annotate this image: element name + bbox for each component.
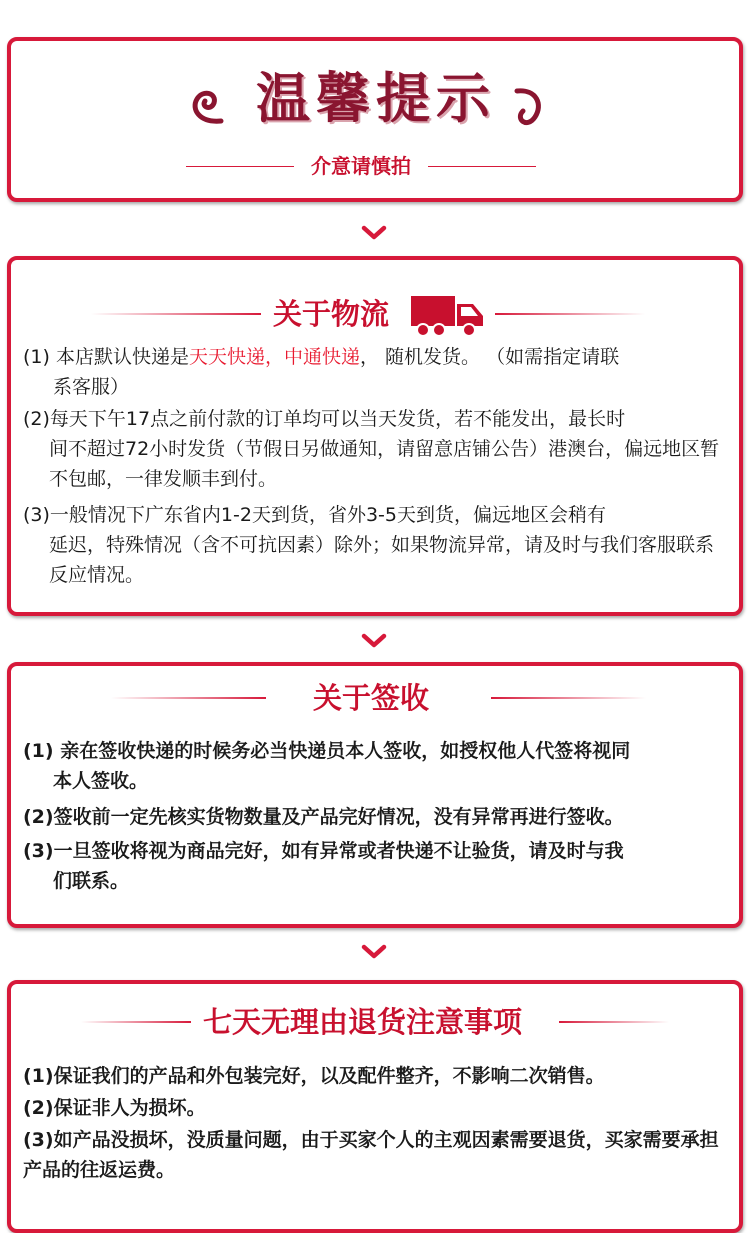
- sign-item-3-cont: 们联系。: [53, 870, 130, 892]
- right-flourish-icon: [511, 61, 551, 151]
- sign-item-3: [23, 836, 731, 896]
- logistics-item-3-line1: (3)一般情况下广东省内1-2天到货，省外3-5天到货，偏远地区会稍有: [23, 504, 606, 526]
- sign-item-3-line1: (3)一旦签收将视为商品完好，如有异常或者快递不让验货，请及时与我: [23, 840, 624, 862]
- heading-rule-left: [91, 313, 261, 315]
- heading-rule-right: [491, 697, 646, 699]
- logistics-heading: [11, 294, 739, 334]
- returns-item-3: (3)如产品没损坏，没质量问题，由于买家个人的主观因素需要退货，买家需要承担产品的往返运费。: [23, 1129, 719, 1181]
- header-card: [7, 37, 743, 202]
- logistics-item-1-cont: 系客服）: [53, 376, 130, 398]
- chevron-down-icon: [361, 944, 387, 960]
- heading-rule-left: [81, 1021, 191, 1023]
- subtitle-left-line: [186, 166, 294, 167]
- heading-rule-left: [111, 697, 266, 699]
- chevron-down-icon: [361, 225, 387, 241]
- header-title: 温馨提示: [256, 66, 496, 130]
- chevron-down-icon: [361, 633, 387, 649]
- returns-card: [7, 980, 743, 1233]
- sign-item-2: (2)签收前一定先核实货物数量及产品完好情况，没有异常再进行签收。: [23, 806, 624, 828]
- returns-item-1: (1)保证我们的产品和外包装完好，以及配件整齐，不影响二次销售。: [23, 1065, 605, 1087]
- logistics-item-1-prefix: (1) 本店默认快递是: [23, 346, 189, 368]
- returns-item-2: (2)保证非人为损坏。: [23, 1097, 206, 1119]
- delivery-truck-icon: [409, 292, 487, 340]
- logistics-item-3: [23, 500, 731, 590]
- logistics-item-2-line1: (2)每天下午17点之前付款的订单均可以当天发货，若不能发出，最长时: [23, 408, 626, 430]
- logistics-title: 关于物流: [273, 297, 390, 331]
- returns-heading: [11, 1002, 739, 1042]
- logistics-item-3-cont: 延迟，特殊情况（含不可抗因素）除外；如果物流异常，请及时与我们客服联系反应情况。: [49, 534, 715, 586]
- logistics-item-1: [23, 342, 731, 402]
- heading-rule-right: [559, 1021, 669, 1023]
- sign-card: [7, 662, 743, 928]
- heading-rule-right: [495, 313, 645, 315]
- sign-item-1-line1: (1) 亲在签收快递的时候务必当快递员本人签收，如授权他人代签将视同: [23, 740, 631, 762]
- sign-item-1: [23, 736, 731, 796]
- subtitle-right-line: [428, 166, 536, 167]
- logistics-item-1-suffix: ， 随机发货。 （如需指定请联: [359, 346, 620, 368]
- sign-title: 关于签收: [313, 681, 430, 715]
- sign-item-1-cont: 本人签收。: [53, 770, 149, 792]
- sign-heading: [11, 678, 739, 718]
- returns-title: 七天无理由退货注意事项: [203, 1005, 523, 1039]
- logistics-item-2-cont: 间不超过72小时发货（节假日另做通知，请留意店铺公告）港澳台，偏远地区暂不包邮，一律发顺丰到付。: [49, 438, 720, 490]
- logistics-card: [7, 256, 743, 616]
- logistics-item-2: [23, 404, 731, 494]
- header-subtitle: 介意请慎拍: [311, 154, 411, 178]
- courier-names: 天天快递，中通快递: [188, 346, 360, 368]
- header-subtitle-row: [186, 151, 536, 181]
